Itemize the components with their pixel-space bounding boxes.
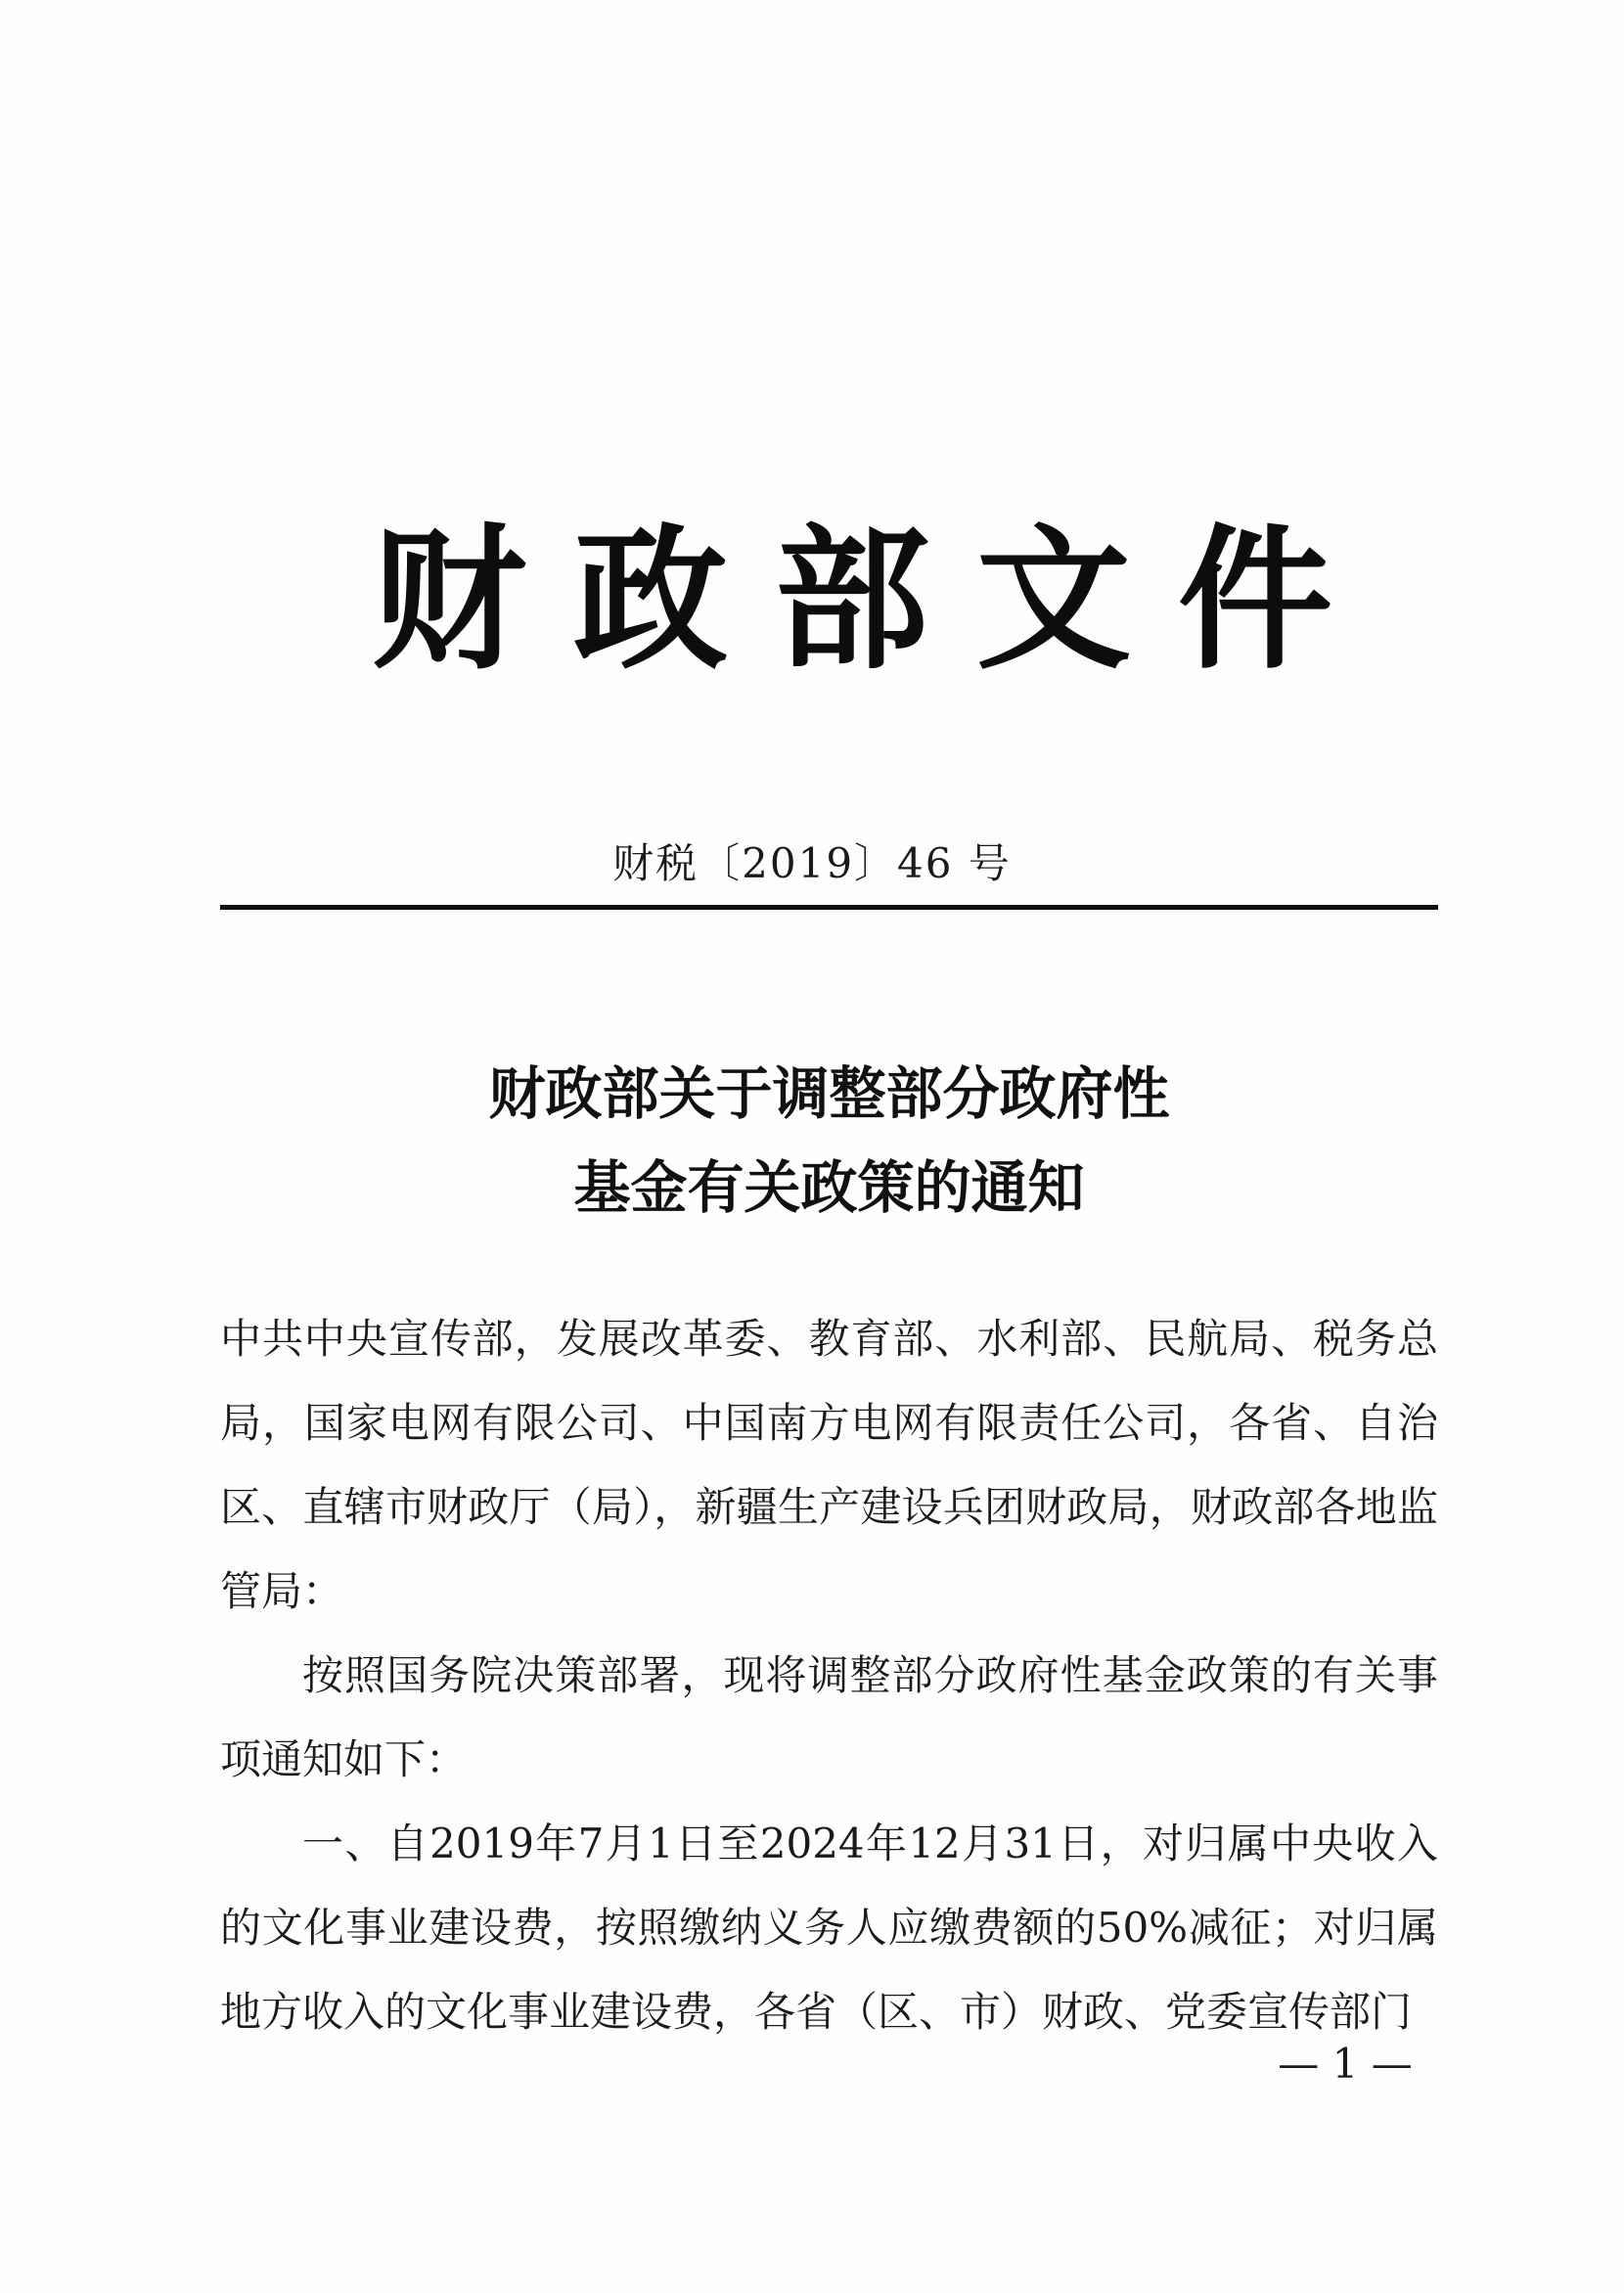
document-body — [220, 1297, 1438, 2054]
recipients-paragraph: 中共中央宣传部，发展改革委、教育部、水利部、民航局、税务总局，国家电网有限公司、中国南方电网有限责任公司，各省、自治区、直辖市财政厅（局），新疆生产建设兵团财政局，财政部各地监管局： — [220, 1315, 1438, 1615]
intro-paragraph: 按照国务院决策部署，现将调整部分政府性基金政策的有关事项通知如下： — [220, 1651, 1438, 1783]
notice-title-line-1: 财政部关于调整部分政府性 — [488, 1060, 1170, 1127]
document-number: 财税〔2019〕46 号 — [612, 839, 1012, 887]
item-1-paragraph: 一、自2019年7月1日至2024年12月31日，对归属中央收入的文化事业建设费，按照缴纳义务人应缴费额的50%减征；对归属地方收入的文化事业建设费，各省（区、市）财政、党委宣传部门 — [220, 1820, 1438, 2036]
notice-title-line-2: 基金有关政策的通知 — [573, 1154, 1085, 1221]
document-header-title: 财政部文件 — [372, 510, 1379, 691]
page-number: — 1 — — [1278, 2040, 1413, 2088]
header-divider — [220, 905, 1438, 910]
notice-title — [220, 1047, 1438, 1235]
